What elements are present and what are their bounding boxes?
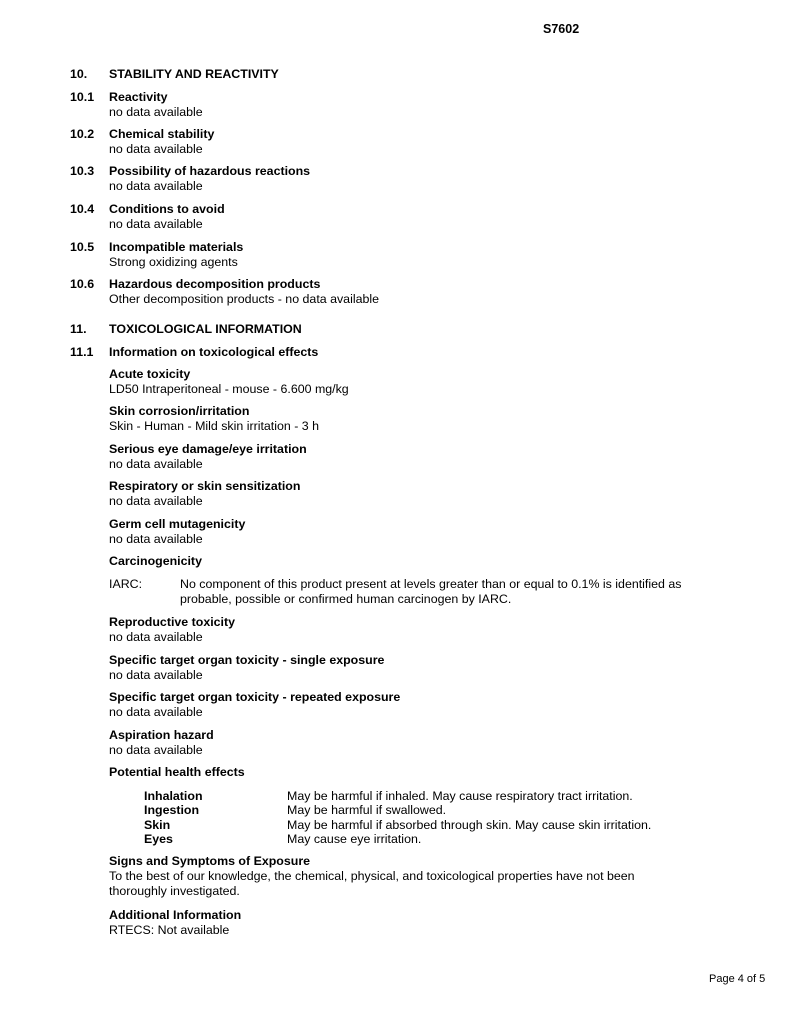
item-10-1-number: 10.1 bbox=[70, 90, 95, 104]
item-10-3-number: 10.3 bbox=[70, 164, 95, 178]
item-11-1-number: 11.1 bbox=[70, 345, 94, 359]
mutagenicity-title: Germ cell mutagenicity bbox=[109, 517, 246, 531]
item-10-5-number: 10.5 bbox=[70, 240, 95, 254]
item-10-5-text: Strong oxidizing agents bbox=[109, 255, 238, 269]
acute-toxicity-title: Acute toxicity bbox=[109, 367, 191, 381]
item-10-2-number: 10.2 bbox=[70, 127, 95, 141]
item-10-3-text: no data available bbox=[109, 179, 203, 193]
additional-info-title: Additional Information bbox=[109, 908, 242, 922]
signs-symptoms-text-line2: thoroughly investigated. bbox=[109, 884, 240, 898]
aspiration-hazard-text: no data available bbox=[109, 743, 203, 757]
health-effect-text: May be harmful if swallowed. bbox=[287, 803, 447, 817]
additional-info-text: RTECS: Not available bbox=[109, 923, 230, 937]
carcinogenicity-title: Carcinogenicity bbox=[109, 554, 202, 568]
page-number: Page 4 of 5 bbox=[709, 973, 766, 985]
item-10-1-title: Reactivity bbox=[109, 90, 168, 104]
item-10-6-title: Hazardous decomposition products bbox=[109, 277, 321, 291]
sensitization-text: no data available bbox=[109, 494, 203, 508]
section-11-title: TOXICOLOGICAL INFORMATION bbox=[109, 322, 302, 336]
health-effect-route: Eyes bbox=[144, 832, 173, 846]
stot-repeated-title: Specific target organ toxicity - repeated exposure bbox=[109, 690, 401, 704]
item-10-6-number: 10.6 bbox=[70, 277, 95, 291]
item-10-2-title: Chemical stability bbox=[109, 127, 215, 141]
sensitization-title: Respiratory or skin sensitization bbox=[109, 479, 301, 493]
section-10-number: 10. bbox=[70, 67, 88, 81]
section-10-title: STABILITY AND REACTIVITY bbox=[109, 67, 279, 81]
health-effect-text: May be harmful if inhaled. May cause respiratory tract irritation. bbox=[287, 789, 633, 803]
health-effect-text: May cause eye irritation. bbox=[287, 832, 422, 846]
reproductive-toxicity-text: no data available bbox=[109, 630, 203, 644]
signs-symptoms-title: Signs and Symptoms of Exposure bbox=[109, 854, 311, 868]
iarc-text-line2: probable, possible or confirmed human carcinogen by IARC. bbox=[180, 592, 512, 606]
eye-damage-text: no data available bbox=[109, 457, 203, 471]
item-10-3-title: Possibility of hazardous reactions bbox=[109, 164, 311, 178]
item-10-5-title: Incompatible materials bbox=[109, 240, 244, 254]
health-effect-route: Skin bbox=[144, 818, 171, 832]
signs-symptoms-text-line1: To the best of our knowledge, the chemical, physical, and toxicological properties have not been bbox=[109, 869, 635, 883]
item-10-4-text: no data available bbox=[109, 217, 203, 231]
iarc-label: IARC: bbox=[109, 577, 143, 591]
stot-repeated-text: no data available bbox=[109, 705, 203, 719]
item-10-4-title: Conditions to avoid bbox=[109, 202, 225, 216]
stot-single-text: no data available bbox=[109, 668, 203, 682]
iarc-text-line1: No component of this product present at levels greater than or equal to 0.1% is identified as bbox=[180, 577, 682, 591]
health-effect-route: Ingestion bbox=[144, 803, 200, 817]
mutagenicity-text: no data available bbox=[109, 532, 203, 546]
health-effect-text: May be harmful if absorbed through skin. May cause skin irritation. bbox=[287, 818, 652, 832]
item-11-1-title: Information on toxicological effects bbox=[109, 345, 319, 359]
health-effects-title: Potential health effects bbox=[109, 765, 245, 779]
stot-single-title: Specific target organ toxicity - single exposure bbox=[109, 653, 385, 667]
reproductive-toxicity-title: Reproductive toxicity bbox=[109, 615, 235, 629]
item-10-1-text: no data available bbox=[109, 105, 203, 119]
skin-corrosion-text: Skin - Human - Mild skin irritation - 3 h bbox=[109, 419, 320, 433]
item-10-2-text: no data available bbox=[109, 142, 203, 156]
product-code: S7602 bbox=[543, 22, 580, 36]
section-11-number: 11. bbox=[70, 322, 87, 336]
skin-corrosion-title: Skin corrosion/irritation bbox=[109, 404, 250, 418]
acute-toxicity-text: LD50 Intraperitoneal - mouse - 6.600 mg/kg bbox=[109, 382, 349, 396]
health-effect-route: Inhalation bbox=[144, 789, 203, 803]
item-10-4-number: 10.4 bbox=[70, 202, 95, 216]
eye-damage-title: Serious eye damage/eye irritation bbox=[109, 442, 307, 456]
item-10-6-text: Other decomposition products - no data available bbox=[109, 292, 379, 306]
aspiration-hazard-title: Aspiration hazard bbox=[109, 728, 214, 742]
